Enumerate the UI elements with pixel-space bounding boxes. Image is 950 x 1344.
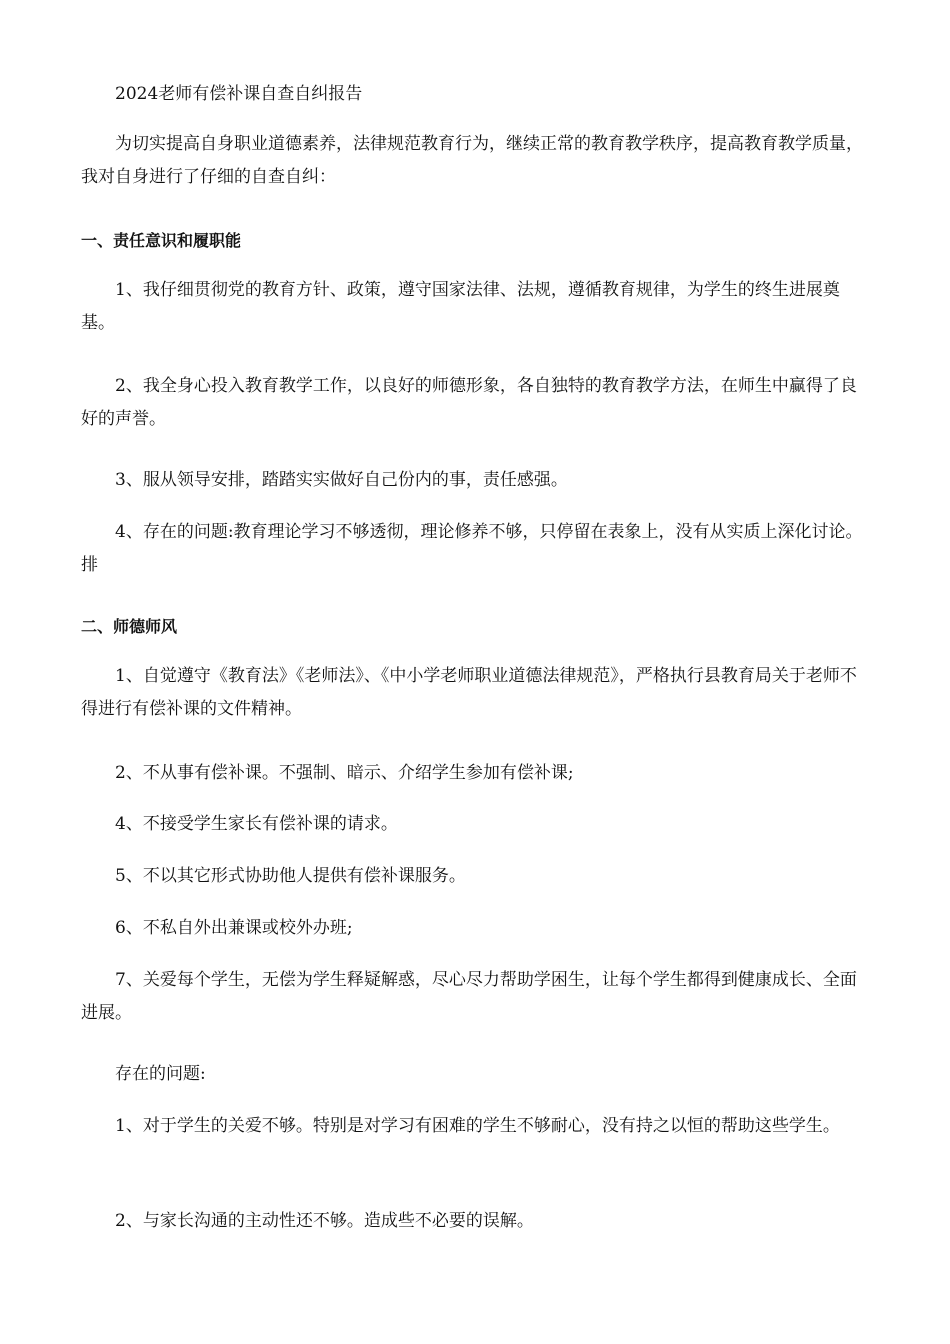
section2-heading: 二、师德师风 (81, 617, 178, 636)
section2-item-4: 4、不接受学生家长有偿补课的请求。 (115, 814, 398, 834)
section1-item-3: 3、服从领导安排，踏踏实实做好自己份内的事，责任感强。 (115, 470, 568, 490)
section2-item-5: 5、不以其它形式协助他人提供有偿补课服务。 (115, 866, 466, 886)
section1-heading: 一、责任意识和履职能 (81, 231, 242, 250)
problem-item-1: 1、对于学生的关爱不够。特别是对学习有困难的学生不够耐心，没有持之以恒的帮助这些学生。 (115, 1116, 840, 1136)
section1-item-2: 2、我全身心投入教育教学工作，以良好的师德形象，各自独特的教育教学方法，在师生中赢得了良好的声誉。 (81, 376, 857, 429)
intro-paragraph: 为切实提高自身职业道德素养，法律规范教育行为，继续正常的教育教学秩序，提高教育教学质量，我对自身进行了仔细的自查自纠： (81, 134, 863, 187)
section2-item-2: 2、不从事有偿补课。不强制、暗示、介绍学生参加有偿补课; (115, 763, 574, 783)
section1-item-1: 1、我仔细贯彻党的教育方针、政策，遵守国家法律、法规，遵循教育规律，为学生的终生进展奠基。 (81, 280, 840, 333)
problems-label: 存在的问题: (115, 1064, 206, 1084)
section2-item-6: 6、不私自外出兼课或校外办班; (115, 918, 353, 938)
document-title: 2024老师有偿补课自查自纠报告 (115, 84, 363, 104)
section2-item-7: 7、关爱每个学生，无偿为学生释疑解惑，尽心尽力帮助学困生，让每个学生都得到健康成长、全面进展。 (81, 970, 857, 1023)
problem-item-2: 2、与家长沟通的主动性还不够。造成些不必要的误解。 (115, 1211, 534, 1231)
section2-item-1: 1、自觉遵守《教育法》《老师法》、《中小学老师职业道德法律规范》，严格执行县教育局关于老师不得进行有偿补课的文件精神。 (81, 666, 857, 719)
section1-item-4: 4、存在的问题:教育理论学习不够透彻，理论修养不够，只停留在表象上，没有从实质上深化讨论。排 (81, 522, 863, 575)
